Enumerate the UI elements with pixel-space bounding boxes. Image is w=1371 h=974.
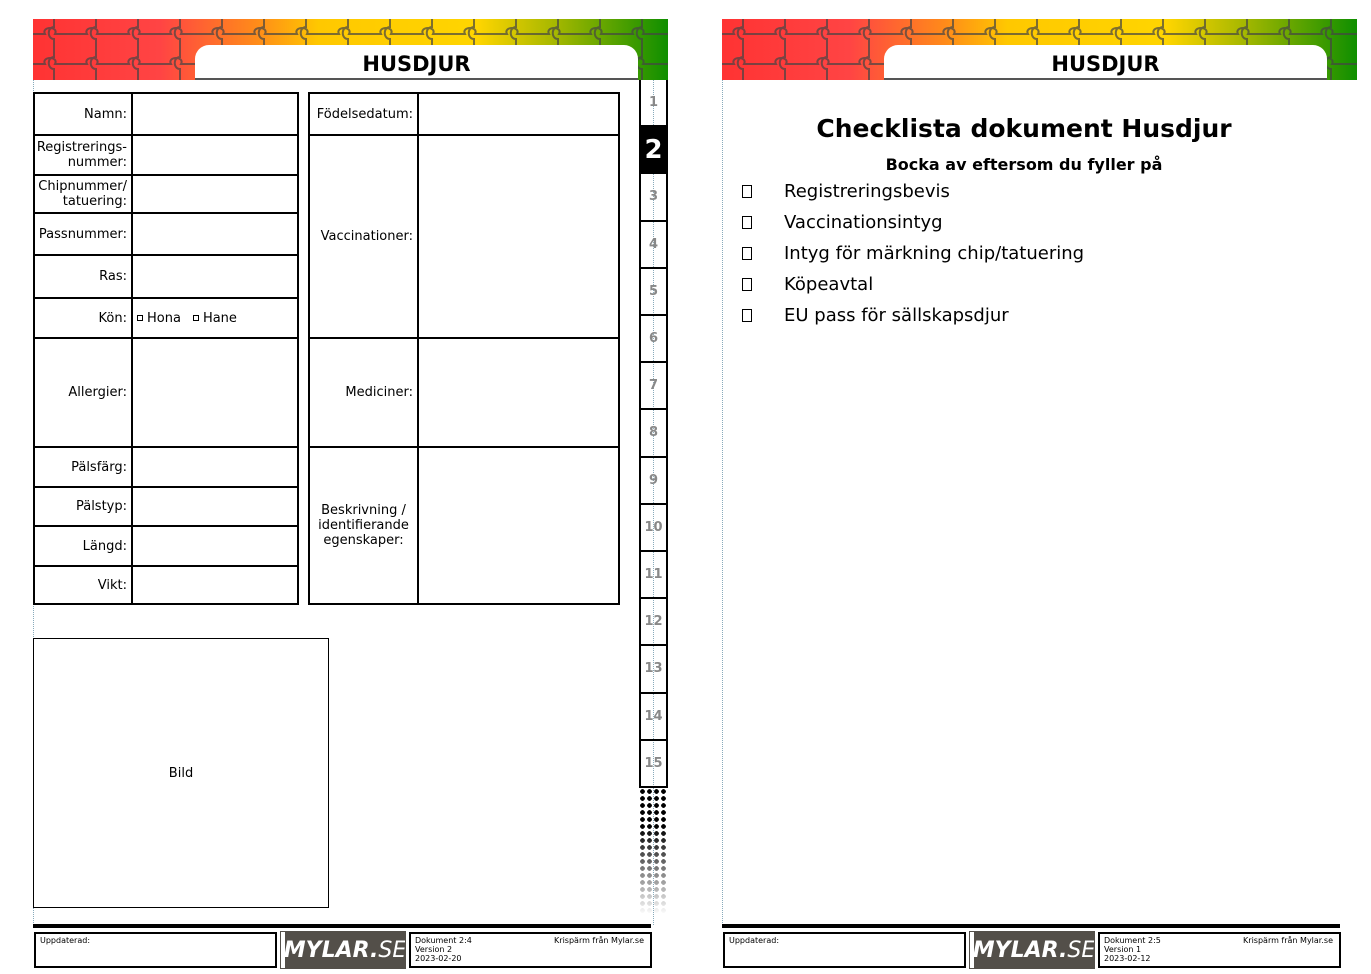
tab-14[interactable]: 14 [639,694,668,741]
field-label: Allergier: [33,337,133,448]
checkbox-icon [137,315,143,321]
doc-number: Dokument 2:4 [415,936,472,945]
tab-3[interactable]: 3 [639,174,668,221]
checkbox-icon[interactable] [742,309,752,322]
checklist-item[interactable] [742,181,950,202]
document-info-box [1098,932,1341,968]
checkbox-icon[interactable] [742,247,752,260]
field-label: Ras: [33,254,133,299]
field-label: Registrerings- nummer: [33,134,133,176]
checklist-subtitle: Bocka av eftersom du fyller på [885,155,1163,174]
gender-field [131,297,299,339]
checkbox-icon[interactable] [742,216,752,229]
field-label: Vaccinationer: [308,134,419,339]
checklist-title: Checklista dokument Husdjur [816,114,1232,143]
tab-12[interactable]: 12 [639,599,668,646]
field-label: Passnummer: [33,212,133,256]
gender-option-hona[interactable]: Hona [137,311,181,326]
checklist-item[interactable] [742,305,1009,326]
updated-label: Uppdaterad: [40,936,91,945]
header-title: HUSDJUR [884,45,1327,80]
field-input[interactable] [131,525,299,567]
field-label: Namn: [33,92,133,136]
tab-2[interactable]: 2 [639,127,668,174]
field-input[interactable] [131,134,299,176]
field-label: Mediciner: [308,337,419,448]
checkbox-icon[interactable] [742,185,752,198]
document-info-box [409,932,652,968]
checklist-item[interactable] [742,274,873,295]
picture-box[interactable] [33,638,329,908]
field-input[interactable] [417,92,620,136]
field-input[interactable] [131,174,299,214]
checklist-item[interactable] [742,212,943,233]
footer-rule [722,924,1340,928]
footer-rule [33,924,651,928]
field-label: Kön: [33,297,133,339]
tab-13[interactable]: 13 [639,646,668,693]
field-input[interactable] [131,565,299,605]
field-label: Chipnummer/ tatuering: [33,174,133,214]
field-label: Födelsedatum: [308,92,419,136]
field-input[interactable] [131,446,299,488]
field-input[interactable] [131,486,299,527]
doc-number: Dokument 2:5 [1104,936,1161,945]
field-input[interactable] [131,254,299,299]
field-input[interactable] [131,92,299,136]
checker-decoration [639,788,668,915]
checkbox-icon[interactable] [742,278,752,291]
tab-15[interactable]: 15 [639,741,668,788]
tab-5[interactable]: 5 [639,269,668,316]
field-input[interactable] [131,212,299,256]
updated-box[interactable] [34,932,277,968]
header-title: HUSDJUR [195,45,638,80]
source-text: Krispärm från Mylar.se [554,936,644,945]
checkbox-icon [193,315,199,321]
source-text: Krispärm från Mylar.se [1243,936,1333,945]
tab-4[interactable]: 4 [639,222,668,269]
field-input[interactable] [417,446,620,605]
field-label: Längd: [33,525,133,567]
checklist-item[interactable] [742,243,1084,264]
checklist-item-label: Vaccinationsintyg [784,212,943,233]
tab-10[interactable]: 10 [639,505,668,552]
picture-label: Bild [168,765,194,781]
field-label: Vikt: [33,565,133,605]
checklist-item-label: Köpeavtal [784,274,874,295]
updated-box[interactable] [723,932,966,968]
field-label: Beskrivning / identifierande egenskaper: [308,446,419,605]
tab-11[interactable]: 11 [639,552,668,599]
field-input[interactable] [417,134,620,339]
field-label: Pälsfärg: [33,446,133,488]
doc-version: Version 2 [415,945,453,954]
field-label: Pälstyp: [33,486,133,527]
checklist-item-label: Registreringsbevis [784,181,950,202]
updated-label: Uppdaterad: [729,936,780,945]
tab-7[interactable]: 7 [639,363,668,410]
doc-version: Version 1 [1104,945,1142,954]
tab-9[interactable]: 9 [639,458,668,505]
gender-option-hane[interactable]: Hane [193,311,237,326]
tab-1[interactable]: 1 [639,80,668,127]
tab-6[interactable]: 6 [639,316,668,363]
checklist-item-label: Intyg för märkning chip/tatuering [784,243,1085,264]
margin-guide [722,80,723,925]
field-input[interactable] [417,337,620,448]
doc-date: 2023-02-20 [415,954,462,963]
mylar-logo: MYLAR. SE [281,932,405,968]
checklist-item-label: EU pass för sällskapsdjur [784,305,1009,326]
field-input[interactable] [131,337,299,448]
mylar-logo: MYLAR. SE [970,932,1094,968]
doc-date: 2023-02-12 [1104,954,1151,963]
tab-8[interactable]: 8 [639,410,668,457]
